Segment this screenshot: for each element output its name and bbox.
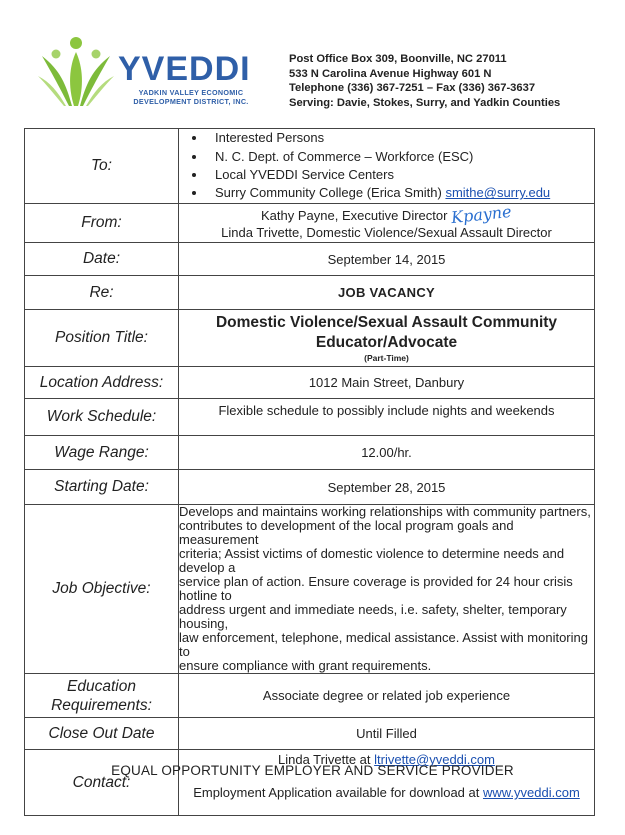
- address-line3: Telephone (336) 367-7251 – Fax (336) 367-3637: [289, 82, 536, 94]
- contact-line2: [179, 785, 594, 800]
- memo-table: [24, 128, 595, 816]
- application-text: Employment Application available for download at: [193, 785, 483, 800]
- recipient-item: • Interested Persons: [207, 129, 594, 147]
- row-location: [25, 367, 595, 399]
- address-line1: Post Office Box 309, Boonville, NC 27011: [289, 53, 507, 65]
- position-title-line2: Educator/Advocate: [315, 333, 458, 351]
- row-position: [25, 310, 595, 367]
- position-title-line1: Domestic Violence/Sexual Assault Community: [215, 313, 558, 331]
- email-link-smithe[interactable]: smithe@surry.edu: [445, 185, 551, 201]
- row-to: [25, 129, 595, 204]
- row-re: [25, 276, 595, 310]
- to-label: To:: [25, 129, 179, 204]
- education-label: [25, 674, 179, 718]
- date-label: Date:: [25, 243, 179, 276]
- letterhead-address: [289, 52, 560, 110]
- yveddi-logo: [36, 32, 266, 112]
- row-start: [25, 470, 595, 505]
- logo-figures-icon: [36, 32, 116, 112]
- from-name1: Kathy Payne, Executive Director: [261, 207, 448, 223]
- from-value: [179, 201, 595, 243]
- start-value: September 28, 2015: [179, 470, 595, 505]
- address-line4: Serving: Davie, Stokes, Surry, and Yadkin Counties: [289, 96, 561, 109]
- contact-text: Linda Trivette at: [278, 752, 375, 767]
- close-label: Close Out Date: [25, 718, 179, 750]
- position-type: (Part-Time): [364, 352, 409, 363]
- to-value: [179, 129, 595, 204]
- education-value: Associate degree or related job experience: [179, 674, 595, 718]
- row-education: [25, 674, 595, 718]
- wage-value: 12.00/hr.: [179, 436, 595, 470]
- logo-subtitle-line1: YADKIN VALLEY ECONOMIC: [138, 88, 244, 97]
- objective-line: Develops and maintains working relationships with community partners,: [179, 504, 591, 519]
- objective-value: [179, 505, 595, 674]
- close-value: Until Filled: [179, 718, 595, 750]
- education-label-line1: Education: [67, 677, 136, 695]
- contact-label: Contact:: [25, 750, 179, 816]
- signature: Kpayne: [450, 201, 513, 227]
- schedule-value: Flexible schedule to possibly include nights and weekends: [179, 399, 595, 436]
- re-value: JOB VACANCY: [179, 276, 595, 310]
- website-link[interactable]: www.yveddi.com: [482, 785, 580, 800]
- objective-line: service plan of action. Ensure coverage is provided for 24 hour crisis hotline to: [179, 574, 573, 603]
- from-label: From:: [25, 204, 179, 243]
- objective-line: law enforcement, telephone, medical assistance. Assist with monitoring to: [179, 630, 588, 659]
- recipient-item: [207, 184, 594, 202]
- recipient-item: • Local YVEDDI Service Centers: [207, 166, 594, 184]
- row-from: [25, 204, 595, 243]
- position-value: [179, 310, 595, 367]
- wage-label: Wage Range:: [25, 436, 179, 470]
- location-label: Location Address:: [25, 367, 179, 399]
- logo-subtitle: [116, 88, 266, 106]
- education-label-line2: Requirements:: [51, 696, 152, 714]
- from-line2: Linda Trivette, Domestic Violence/Sexual Assault Director: [221, 224, 552, 240]
- row-close: [25, 718, 595, 750]
- objective-line: contributes to development of the local program goals and measurement: [179, 518, 514, 547]
- position-label: Position Title:: [25, 310, 179, 367]
- schedule-label: Work Schedule:: [25, 399, 179, 436]
- recipient-text: Surry Community College (Erica Smith): [215, 185, 446, 201]
- row-wage: [25, 436, 595, 470]
- re-label: Re:: [25, 276, 179, 310]
- logo-name: YVEDDI: [118, 50, 251, 88]
- from-line1: [179, 201, 594, 227]
- address-line2: 533 N Carolina Avenue Highway 601 N: [289, 67, 492, 80]
- footer-eeo: EQUAL OPPORTUNITY EMPLOYER AND SERVICE PROVIDER: [111, 763, 514, 778]
- objective-line: criteria; Assist victims of domestic violence to determine needs and develop a: [179, 546, 565, 575]
- recipient-list: [179, 129, 594, 203]
- contact-value: [179, 750, 595, 816]
- objective-label: Job Objective:: [25, 505, 179, 674]
- row-objective: [25, 505, 595, 674]
- row-schedule: [25, 399, 595, 436]
- date-value: September 14, 2015: [179, 243, 595, 276]
- row-date: [25, 243, 595, 276]
- objective-line: address urgent and immediate needs, i.e. safety, shelter, temporary housing,: [179, 602, 567, 631]
- recipient-item: • N. C. Dept. of Commerce – Workforce (ESC): [207, 148, 594, 166]
- logo-subtitle-line2: DEVELOPMENT DISTRICT, INC.: [133, 97, 249, 106]
- location-value: 1012 Main Street, Danbury: [179, 367, 595, 399]
- row-contact: [25, 750, 595, 816]
- email-link-ltrivette[interactable]: ltrivette@yveddi.com: [374, 752, 495, 767]
- objective-line: ensure compliance with grant requirements.: [179, 658, 432, 673]
- start-label: Starting Date:: [25, 470, 179, 505]
